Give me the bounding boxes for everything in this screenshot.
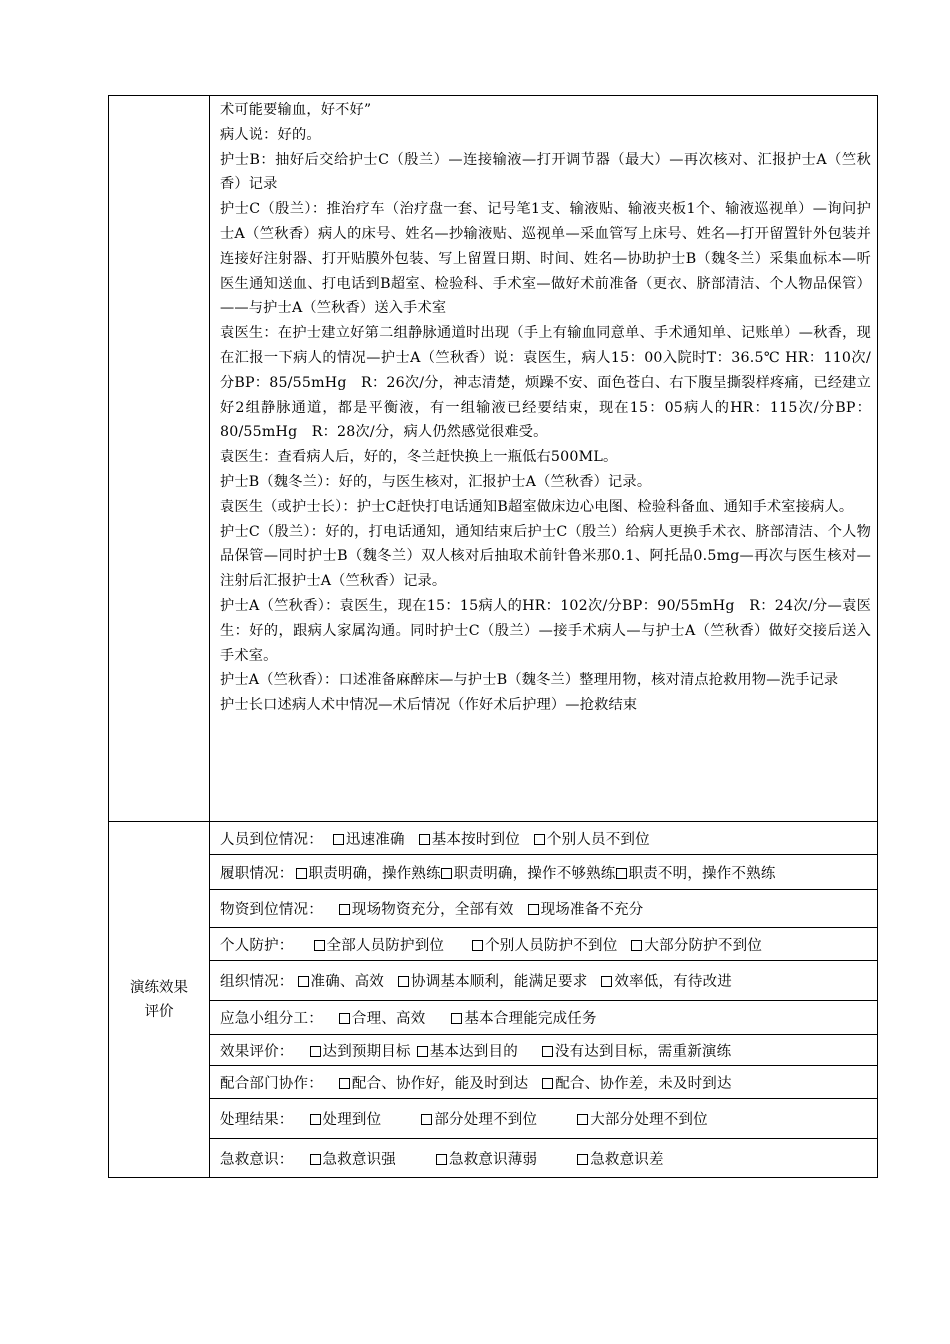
checkbox-option[interactable]: 基本按时到位 bbox=[419, 832, 520, 848]
evaluation-row bbox=[109, 928, 878, 961]
evaluation-row bbox=[109, 961, 878, 1001]
checkbox-option[interactable]: 准确、高效 bbox=[298, 974, 385, 990]
procedure-paragraph: 护士长口述病人术中情况—术后情况（作好术后护理）—抢救结束 bbox=[220, 697, 638, 714]
evaluation-row-label: 履职情况： bbox=[220, 865, 294, 882]
checkbox-option[interactable]: 个别人员不到位 bbox=[534, 832, 650, 848]
evaluation-label-line1: 演练效果 bbox=[130, 979, 188, 996]
checkbox-icon[interactable] bbox=[419, 834, 430, 845]
evaluation-row bbox=[109, 1066, 878, 1099]
checkbox-option[interactable]: 处理到位 bbox=[310, 1112, 382, 1128]
procedure-label-cell bbox=[109, 96, 210, 822]
checkbox-icon[interactable] bbox=[310, 1046, 321, 1057]
checkbox-option[interactable]: 职责不明，操作不熟练 bbox=[616, 866, 776, 882]
evaluation-options bbox=[210, 1001, 878, 1035]
checkbox-option[interactable]: 协调基本顺利，能满足要求 bbox=[398, 974, 587, 990]
procedure-paragraph: 袁医生（或护士长）：护士C赶快打电话通知B超室做床边心电图、检验科备血、通知手术室接病人。 bbox=[220, 498, 854, 515]
checkbox-icon[interactable] bbox=[542, 1046, 553, 1057]
checkbox-icon[interactable] bbox=[310, 1154, 321, 1165]
checkbox-option[interactable]: 全部人员防护到位 bbox=[314, 938, 445, 954]
checkbox-icon[interactable] bbox=[298, 976, 309, 987]
procedure-paragraph: 袁医生：查看病人后，好的，冬兰赶快换上一瓶低右500ML。 bbox=[220, 449, 618, 466]
checkbox-option[interactable]: 急救意识强 bbox=[310, 1152, 397, 1168]
evaluation-options bbox=[210, 1099, 878, 1139]
checkbox-icon[interactable] bbox=[631, 940, 642, 951]
checkbox-option[interactable]: 大部分防护不到位 bbox=[631, 938, 762, 954]
evaluation-options bbox=[210, 1066, 878, 1099]
drill-record-table bbox=[108, 95, 878, 1178]
procedure-paragraph: 护士A（竺秋香）：袁医生，现在15：15病人的HR：102次/分BP：90/55mHg R：24次/分—袁医生：好的，跟病人家属沟通。同时护士C（殷兰）—接手术病人—与护士A（竺秋香）做好交接后送入手术室。 bbox=[220, 597, 871, 664]
evaluation-row-label: 应急小组分工： bbox=[220, 1011, 323, 1027]
checkbox-option[interactable]: 合理、高效 bbox=[339, 1011, 426, 1027]
procedure-text-cell bbox=[210, 96, 878, 822]
evaluation-options bbox=[210, 890, 878, 928]
evaluation-row bbox=[109, 1001, 878, 1035]
checkbox-option[interactable]: 现场准备不充分 bbox=[528, 902, 644, 918]
procedure-text bbox=[210, 96, 877, 821]
evaluation-row bbox=[109, 822, 878, 855]
checkbox-icon[interactable] bbox=[601, 976, 612, 987]
procedure-paragraph: 护士B：抽好后交给护士C（殷兰）—连接输液—打开调节器（最大）—再次核对、汇报护士A（竺秋香）记录 bbox=[220, 151, 871, 193]
checkbox-icon[interactable] bbox=[339, 1078, 350, 1089]
checkbox-icon[interactable] bbox=[534, 834, 545, 845]
checkbox-option[interactable]: 急救意识薄弱 bbox=[436, 1152, 537, 1168]
procedure-paragraph: 护士C（殷兰）：推治疗车（治疗盘一套、记号笔1支、输液贴、输液夹板1个、输液巡视单）—询问护士A（竺秋香）病人的床号、姓名—抄输液贴、巡视单—采血管写上床号、姓名—打开留置针外包装并连接好注射器、打开贴膜外包装、写上留置日期、时间、姓名—协助护士B（魏冬兰）采集血标本—听医生通知送血、打电话到B超室、检验科、手术室—做好术前准备（更衣、脐部清洁、个人物品保管）——与护士A（竺秋香）送入手术室 bbox=[220, 201, 871, 317]
procedure-paragraph: 护士C（殷兰）：好的，打电话通知，通知结束后护士C（殷兰）给病人更换手术衣、脐部清洁、个人物品保管—同时护士B（魏冬兰）双人核对后抽取术前针鲁米那0.1、阿托品0.5mg—再次与医生核对—注射后汇报护士A（竺秋香）记录。 bbox=[220, 523, 871, 590]
evaluation-options bbox=[210, 1035, 878, 1066]
checkbox-option[interactable]: 基本达到目的 bbox=[417, 1044, 518, 1060]
evaluation-row-label: 物资到位情况： bbox=[220, 902, 323, 918]
evaluation-label-cell bbox=[109, 822, 210, 1178]
checkbox-option[interactable]: 配合、协作差，未及时到达 bbox=[542, 1076, 731, 1092]
checkbox-icon[interactable] bbox=[441, 868, 452, 879]
checkbox-icon[interactable] bbox=[616, 868, 627, 879]
checkbox-icon[interactable] bbox=[577, 1154, 588, 1165]
checkbox-icon[interactable] bbox=[436, 1154, 447, 1165]
procedure-paragraph: 护士A（竺秋香）：口述准备麻醉床—与护士B（魏冬兰）整理用物，核对清点抢救用物—洗手记录 bbox=[220, 672, 839, 689]
evaluation-row-label: 个人防护： bbox=[220, 937, 294, 954]
evaluation-row-label: 急救意识： bbox=[220, 1151, 294, 1168]
evaluation-label-line2: 评价 bbox=[144, 1003, 174, 1020]
checkbox-icon[interactable] bbox=[339, 904, 350, 915]
checkbox-option[interactable]: 职责明确，操作熟练 bbox=[296, 866, 441, 882]
checkbox-option[interactable]: 大部分处理不到位 bbox=[577, 1112, 708, 1128]
procedure-paragraph: 护士B（魏冬兰）：好的，与医生核对，汇报护士A（竺秋香）记录。 bbox=[220, 473, 652, 490]
evaluation-row bbox=[109, 890, 878, 928]
checkbox-option[interactable]: 职责明确，操作不够熟练 bbox=[441, 866, 616, 882]
procedure-paragraph: 袁医生：在护士建立好第二组静脉通道时出现（手上有输血同意单、手术通知单、记账单）—秋香，现在汇报一下病人的情况—护士A（竺秋香）说：袁医生，病人15：00入院时T：36.5℃ HR：110次/分BP：85/55mHg R：26次/分，神志清楚，烦躁不安、面色苍白、右下腹呈撕裂样疼痛，已经建立好2组静脉通道，都是平衡液，有一组输液已经要结束，现在15：05病人的HR：115次/分BP：80/55mHg R：28次/分，病人仍然感觉很难受。 bbox=[220, 325, 871, 441]
checkbox-option[interactable]: 基本合理能完成任务 bbox=[451, 1011, 596, 1027]
evaluation-row bbox=[109, 1099, 878, 1139]
evaluation-row bbox=[109, 855, 878, 890]
evaluation-row-label: 人员到位情况： bbox=[220, 831, 323, 848]
checkbox-option[interactable]: 效率低，有待改进 bbox=[601, 974, 732, 990]
checkbox-option[interactable]: 个别人员防护不到位 bbox=[472, 938, 617, 954]
procedure-paragraph: 病人说：好的。 bbox=[220, 126, 321, 143]
checkbox-icon[interactable] bbox=[577, 1114, 588, 1125]
checkbox-icon[interactable] bbox=[417, 1046, 428, 1057]
checkbox-option[interactable]: 现场物资充分，全部有效 bbox=[339, 902, 514, 918]
evaluation-row-label: 配合部门协作： bbox=[220, 1075, 323, 1092]
checkbox-option[interactable]: 达到预期目标 bbox=[310, 1044, 411, 1060]
checkbox-icon[interactable] bbox=[398, 976, 409, 987]
checkbox-icon[interactable] bbox=[451, 1013, 462, 1024]
checkbox-option[interactable]: 配合、协作好，能及时到达 bbox=[339, 1076, 528, 1092]
checkbox-icon[interactable] bbox=[314, 940, 325, 951]
evaluation-row bbox=[109, 1139, 878, 1178]
checkbox-icon[interactable] bbox=[421, 1114, 432, 1125]
checkbox-icon[interactable] bbox=[310, 1114, 321, 1125]
evaluation-options bbox=[210, 855, 878, 890]
evaluation-row-label: 处理结果： bbox=[220, 1112, 294, 1128]
evaluation-options bbox=[210, 928, 878, 961]
checkbox-icon[interactable] bbox=[333, 834, 344, 845]
evaluation-options bbox=[210, 822, 878, 855]
evaluation-options bbox=[210, 1139, 878, 1178]
procedure-paragraph: 术可能要输血，好不好” bbox=[220, 102, 372, 118]
checkbox-icon[interactable] bbox=[542, 1078, 553, 1089]
checkbox-option[interactable]: 部分处理不到位 bbox=[421, 1112, 537, 1128]
evaluation-row bbox=[109, 1035, 878, 1066]
checkbox-icon[interactable] bbox=[339, 1013, 350, 1024]
evaluation-row-label: 效果评价： bbox=[220, 1043, 294, 1060]
checkbox-option[interactable]: 急救意识差 bbox=[577, 1152, 664, 1168]
checkbox-option[interactable]: 没有达到目标，需重新演练 bbox=[542, 1044, 731, 1060]
checkbox-option[interactable]: 迅速准确 bbox=[333, 832, 405, 848]
checkbox-icon[interactable] bbox=[472, 940, 483, 951]
evaluation-options bbox=[210, 961, 878, 1001]
evaluation-row-label: 组织情况： bbox=[220, 974, 294, 990]
checkbox-icon[interactable] bbox=[296, 868, 307, 879]
procedure-row bbox=[109, 96, 878, 822]
checkbox-icon[interactable] bbox=[528, 904, 539, 915]
